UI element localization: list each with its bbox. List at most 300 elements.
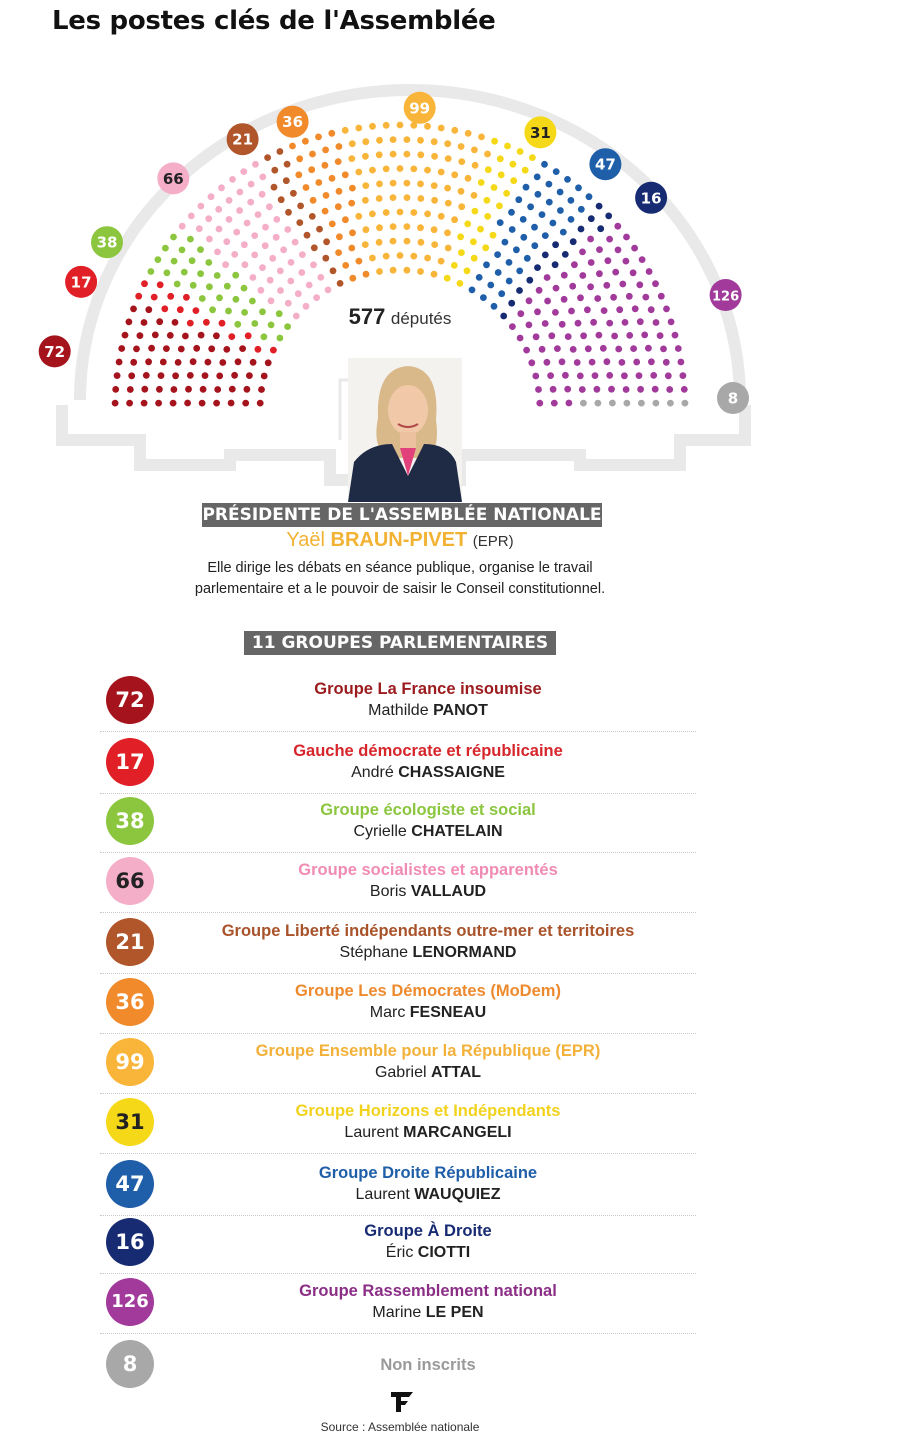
seat-count-badge: [91, 226, 123, 258]
seat-dot: [666, 386, 673, 393]
seat-dot: [552, 241, 559, 248]
seat-count-badge: [524, 116, 556, 148]
seat-dot: [158, 372, 165, 379]
seat-dot: [323, 238, 330, 245]
seat-dot: [242, 261, 249, 268]
seat-dot: [349, 185, 356, 192]
seat-dot: [362, 182, 369, 189]
seat-dot: [587, 283, 594, 290]
seat-dot: [174, 281, 181, 288]
seat-dot: [258, 287, 265, 294]
seat-dot: [317, 274, 324, 281]
seat-dot: [122, 332, 129, 339]
seat-dot: [348, 245, 355, 252]
seat-dot: [600, 345, 607, 352]
seat-dot: [594, 295, 601, 302]
seat-dot: [438, 213, 445, 220]
seat-dot: [657, 332, 664, 339]
seat-dot: [513, 246, 520, 253]
seat-dot: [390, 151, 397, 158]
seat-dot: [517, 148, 524, 155]
seat-dot: [118, 345, 125, 352]
group-seat-badge: 31: [106, 1098, 154, 1146]
seat-dot: [184, 400, 191, 407]
group-name: Groupe Les Démocrates (MoDem): [295, 982, 561, 1000]
seat-dot: [577, 294, 584, 301]
seat-count-badge-label: 21: [232, 130, 254, 149]
seat-dot: [495, 269, 502, 276]
seat-dot: [652, 280, 659, 287]
seat-dot: [431, 182, 438, 189]
seat-dot: [183, 294, 190, 301]
seat-dot: [223, 238, 230, 245]
seat-dot: [349, 140, 356, 147]
seat-dot: [328, 130, 335, 137]
seat-dot: [534, 264, 541, 271]
seat-dot: [248, 181, 255, 188]
seat-dot: [623, 258, 630, 265]
seat-dot: [596, 332, 603, 339]
seat-dot: [246, 372, 253, 379]
seat-dot: [404, 136, 411, 143]
seat-dot: [648, 358, 655, 365]
seat-dot: [494, 251, 501, 258]
seat-dot: [506, 259, 513, 266]
seat-dot: [126, 400, 133, 407]
leader-first-name: Marine: [372, 1304, 422, 1321]
seat-dot: [485, 166, 492, 173]
seat-dot: [663, 359, 670, 366]
seat-dot: [594, 386, 601, 393]
seat-dot: [287, 278, 294, 285]
seat-dot: [190, 358, 197, 365]
seat-dot: [465, 175, 472, 182]
seat-dot: [547, 372, 554, 379]
seat-dot: [646, 268, 653, 275]
seat-dot: [609, 400, 616, 407]
seat-dot: [637, 386, 644, 393]
seat-dot: [242, 400, 249, 407]
seat-dot: [265, 359, 272, 366]
leader-first-name: André: [351, 764, 394, 781]
seat-dot: [148, 268, 155, 275]
seat-dot: [431, 153, 438, 160]
seat-dot: [548, 332, 555, 339]
seat-dot: [112, 400, 119, 407]
group-seat-badge: 16: [106, 1218, 154, 1266]
seat-dot: [322, 147, 329, 154]
seat-dot: [259, 191, 266, 198]
seat-dot: [404, 238, 411, 245]
seat-dot: [464, 221, 471, 228]
seat-dot: [410, 209, 417, 216]
seat-dot: [589, 359, 596, 366]
seat-dot: [553, 168, 560, 175]
seat-dot: [672, 332, 679, 339]
leader-first-name: Éric: [385, 1244, 414, 1261]
seat-dot: [631, 245, 638, 252]
seat-dot: [342, 262, 349, 269]
seat-dot: [369, 167, 376, 174]
seat-dot: [270, 347, 277, 354]
seat-count-badge-label: 16: [640, 189, 662, 208]
seat-dot: [130, 359, 137, 366]
seat-dot: [171, 258, 178, 265]
seat-dot: [579, 249, 586, 256]
seat-count-badge-label: 31: [529, 123, 551, 142]
seat-dot: [612, 269, 619, 276]
seat-dot: [355, 169, 362, 176]
seat-dot: [162, 245, 169, 252]
seat-dot: [369, 123, 376, 130]
seat-dot: [438, 125, 445, 132]
seat-dot: [302, 138, 309, 145]
seat-dot: [667, 400, 674, 407]
seat-dot: [451, 171, 458, 178]
seat-dot: [228, 400, 235, 407]
seat-count-badge: [717, 382, 749, 414]
seat-dot: [311, 244, 318, 251]
seat-dot: [417, 195, 424, 202]
seat-dot: [255, 346, 262, 353]
seat-dot: [477, 226, 484, 233]
group-leader: [160, 1242, 696, 1263]
seat-dot: [390, 194, 397, 201]
seat-dot: [490, 232, 497, 239]
seat-dot: [498, 290, 505, 297]
seat-dot: [369, 255, 376, 262]
group-row: [100, 1335, 696, 1395]
seat-dot: [355, 125, 362, 132]
seat-dot: [182, 333, 189, 340]
seat-dot: [504, 143, 511, 150]
seat-dot: [516, 268, 523, 275]
seat-dot: [196, 225, 203, 232]
seat-total-unit: députés: [390, 309, 452, 328]
seat-dot: [404, 151, 411, 158]
seat-dot: [170, 400, 177, 407]
seat-dot: [308, 166, 315, 173]
seat-dot: [349, 275, 356, 282]
seat-dot: [587, 236, 594, 243]
seat-dot: [155, 400, 162, 407]
group-leader: [160, 700, 696, 721]
group-text: [160, 1163, 696, 1205]
seat-dot: [198, 203, 205, 210]
seat-dot: [619, 359, 626, 366]
leader-first-name: Laurent: [355, 1186, 410, 1203]
seat-dot: [155, 256, 162, 263]
group-name: Non inscrits: [380, 1356, 476, 1374]
group-text: [160, 1041, 696, 1083]
group-row: [100, 1093, 696, 1154]
seat-dot: [523, 347, 530, 354]
seat-dot: [480, 294, 487, 301]
seat-dot: [178, 346, 185, 353]
seat-dot: [261, 373, 268, 380]
seat-count-badge: [404, 92, 436, 124]
seat-dot: [650, 372, 657, 379]
seat-dot: [653, 400, 660, 407]
seat-dot: [510, 161, 517, 168]
seat-dot: [143, 372, 150, 379]
seat-dot: [335, 158, 342, 165]
seat-dot: [376, 137, 383, 144]
seat-dot: [417, 151, 424, 158]
seat-dot: [527, 203, 534, 210]
seat-dot: [451, 262, 458, 269]
seat-dot: [141, 400, 148, 407]
seat-dot: [167, 332, 174, 339]
seat-dot: [529, 154, 536, 161]
seat-dot: [624, 400, 631, 407]
seat-dot: [390, 223, 397, 230]
group-seat-badge: 8: [106, 1340, 154, 1388]
seat-dot: [546, 199, 553, 206]
seat-dot: [636, 281, 643, 288]
president-description-line-1: Elle dirige les débats en séance publique, organise le travail: [207, 560, 593, 576]
seat-dot: [214, 272, 221, 279]
seat-dot: [487, 282, 494, 289]
leader-last-name: LE PEN: [425, 1304, 484, 1321]
group-row: [100, 1155, 696, 1216]
seat-dot: [464, 267, 471, 274]
seat-dot: [330, 267, 337, 274]
leader-last-name: VALLAUD: [410, 883, 487, 900]
seat-dot: [682, 400, 689, 407]
seat-dot: [541, 161, 548, 168]
seat-dot: [205, 259, 212, 266]
seat-dot: [306, 282, 313, 289]
seat-dot: [438, 258, 445, 265]
seat-dot: [264, 154, 271, 161]
seat-dot: [476, 274, 483, 281]
seat-dot: [278, 196, 285, 203]
seat-dot: [532, 373, 539, 380]
seat-dot: [171, 386, 178, 393]
seat-dot: [157, 281, 164, 288]
seat-dot: [585, 345, 592, 352]
seat-dot: [404, 180, 411, 187]
group-row: [100, 913, 696, 974]
seat-dot: [141, 386, 148, 393]
seat-dot: [569, 283, 576, 290]
seat-count-badge: [277, 106, 309, 138]
seat-dot: [267, 277, 274, 284]
seat-dot: [417, 268, 424, 275]
seat-dot: [444, 185, 451, 192]
seat-dot: [639, 256, 646, 263]
seat-dot: [151, 294, 158, 301]
seat-dot: [568, 216, 575, 223]
seat-dot: [557, 189, 564, 196]
seat-dot: [208, 345, 215, 352]
seat-dot: [491, 184, 498, 191]
seat-dot: [390, 180, 397, 187]
seat-dot: [342, 127, 349, 134]
leader-first-name: Boris: [369, 883, 407, 900]
seat-count-badge: [589, 148, 621, 180]
group-leader: [160, 1122, 696, 1143]
seat-dot: [362, 241, 369, 248]
leader-first-name: Cyrielle: [353, 823, 407, 840]
seat-count-badge-label: 126: [712, 289, 740, 305]
seat-dot: [502, 239, 509, 246]
seat-dot: [544, 359, 551, 366]
seat-count-badge: [65, 266, 97, 298]
seat-dot: [145, 358, 152, 365]
seat-dot: [458, 188, 465, 195]
seat-dot: [277, 335, 284, 342]
seat-dot: [160, 359, 167, 366]
leader-last-name: MARCANGELI: [403, 1124, 512, 1141]
seat-dot: [349, 229, 356, 236]
seat-dot: [228, 333, 235, 340]
seat-dot: [181, 269, 188, 276]
seat-dot: [497, 219, 504, 226]
seat-count-badge-label: 66: [162, 169, 184, 188]
seat-dot: [517, 335, 524, 342]
seat-dot: [418, 239, 425, 246]
seat-dot: [431, 241, 438, 248]
seat-dot: [561, 296, 568, 303]
group-text: [160, 800, 696, 842]
seat-dot: [363, 226, 370, 233]
seat-dot: [237, 189, 244, 196]
seat-dot: [458, 249, 465, 256]
seat-dot: [250, 359, 257, 366]
seat-dot: [606, 372, 613, 379]
group-leader: [160, 1062, 696, 1083]
leader-last-name: CHASSAIGNE: [398, 764, 505, 781]
seat-dot: [526, 277, 533, 284]
seat-dot: [376, 151, 383, 158]
seat-dot: [603, 282, 610, 289]
seat-dot: [524, 255, 531, 262]
le-figaro-logo-icon: [389, 1388, 417, 1416]
seat-dot: [376, 268, 383, 275]
seat-dot: [557, 207, 564, 214]
seat-count-badge-label: 38: [96, 233, 118, 252]
president-description: [150, 558, 650, 600]
seat-dot: [564, 386, 571, 393]
seat-dot: [309, 151, 316, 158]
group-seat-badge: 99: [106, 1038, 154, 1086]
seat-dot: [550, 386, 557, 393]
group-text: [160, 981, 696, 1023]
seat-dot: [404, 223, 411, 230]
seat-dot: [322, 255, 329, 262]
seat-dot: [520, 234, 527, 241]
seat-dot: [200, 386, 207, 393]
seat-dot: [239, 345, 246, 352]
seat-dot: [133, 346, 140, 353]
seat-dot: [296, 155, 303, 162]
seat-dot: [577, 373, 584, 380]
seat-dot: [588, 215, 595, 222]
seat-dot: [553, 285, 560, 292]
seat-dot: [335, 203, 342, 210]
seat-dot: [465, 130, 472, 137]
seat-dot: [606, 236, 613, 243]
seat-dot: [458, 158, 465, 165]
seat-dot: [219, 359, 226, 366]
seat-dot: [498, 171, 505, 178]
seat-dot: [383, 253, 390, 260]
president-last-name: BRAUN-PIVET: [330, 529, 468, 551]
seat-dot: [342, 171, 349, 178]
seat-dot: [554, 345, 561, 352]
seat-dot: [127, 386, 134, 393]
seat-dot: [226, 216, 233, 223]
seat-dot: [431, 138, 438, 145]
seat-dot: [579, 272, 586, 279]
seat-dot: [561, 272, 568, 279]
seat-dot: [497, 155, 504, 162]
seat-dot: [515, 196, 522, 203]
group-name: Groupe Horizons et Indépendants: [295, 1102, 561, 1120]
seat-dot: [277, 148, 284, 155]
seat-dot: [579, 386, 586, 393]
leader-first-name: Marc: [369, 1004, 406, 1021]
seat-dot: [235, 358, 242, 365]
seat-dot: [520, 216, 527, 223]
seat-dot: [621, 372, 628, 379]
seat-dot: [383, 122, 390, 129]
seat-dot: [565, 333, 572, 340]
seat-dot: [266, 203, 273, 210]
seat-dot: [531, 224, 538, 231]
seat-dot: [310, 197, 317, 204]
seat-dot: [179, 223, 186, 230]
seat-dot: [376, 224, 383, 231]
leader-first-name: Mathilde: [368, 702, 429, 719]
seat-dot: [560, 229, 567, 236]
seat-dot: [226, 197, 233, 204]
seat-dot: [424, 255, 431, 262]
seat-dot: [619, 281, 626, 288]
group-name: Groupe Liberté indépendants outre-mer et territoires: [221, 922, 635, 940]
seat-count-badge-label: 99: [409, 99, 431, 118]
group-leader: [160, 1302, 696, 1323]
seat-dot: [675, 345, 682, 352]
seat-dot: [614, 223, 621, 230]
seat-dot: [298, 269, 305, 276]
seat-dot: [277, 268, 284, 275]
seat-dot: [438, 169, 445, 176]
seat-dot: [404, 267, 411, 274]
group-leader: [160, 762, 696, 783]
group-leader: [160, 881, 696, 902]
seat-count-badge: [227, 123, 259, 155]
seat-dot: [575, 184, 582, 191]
seat-dot: [247, 199, 254, 206]
seat-dot: [516, 287, 523, 294]
group-text: [160, 1355, 696, 1376]
seat-dot: [597, 225, 604, 232]
group-seat-badge: 17: [106, 738, 154, 786]
seat-dot: [417, 181, 424, 188]
seat-dot: [533, 333, 540, 340]
group-row: [100, 671, 696, 732]
seat-dot: [362, 138, 369, 145]
seat-dot: [678, 359, 685, 366]
seat-dot: [271, 184, 278, 191]
seat-dot: [566, 400, 573, 407]
seat-dot: [552, 261, 559, 268]
group-name: Groupe Droite Républicaine: [318, 1164, 538, 1182]
seat-count-badge-label: 8: [727, 389, 739, 408]
